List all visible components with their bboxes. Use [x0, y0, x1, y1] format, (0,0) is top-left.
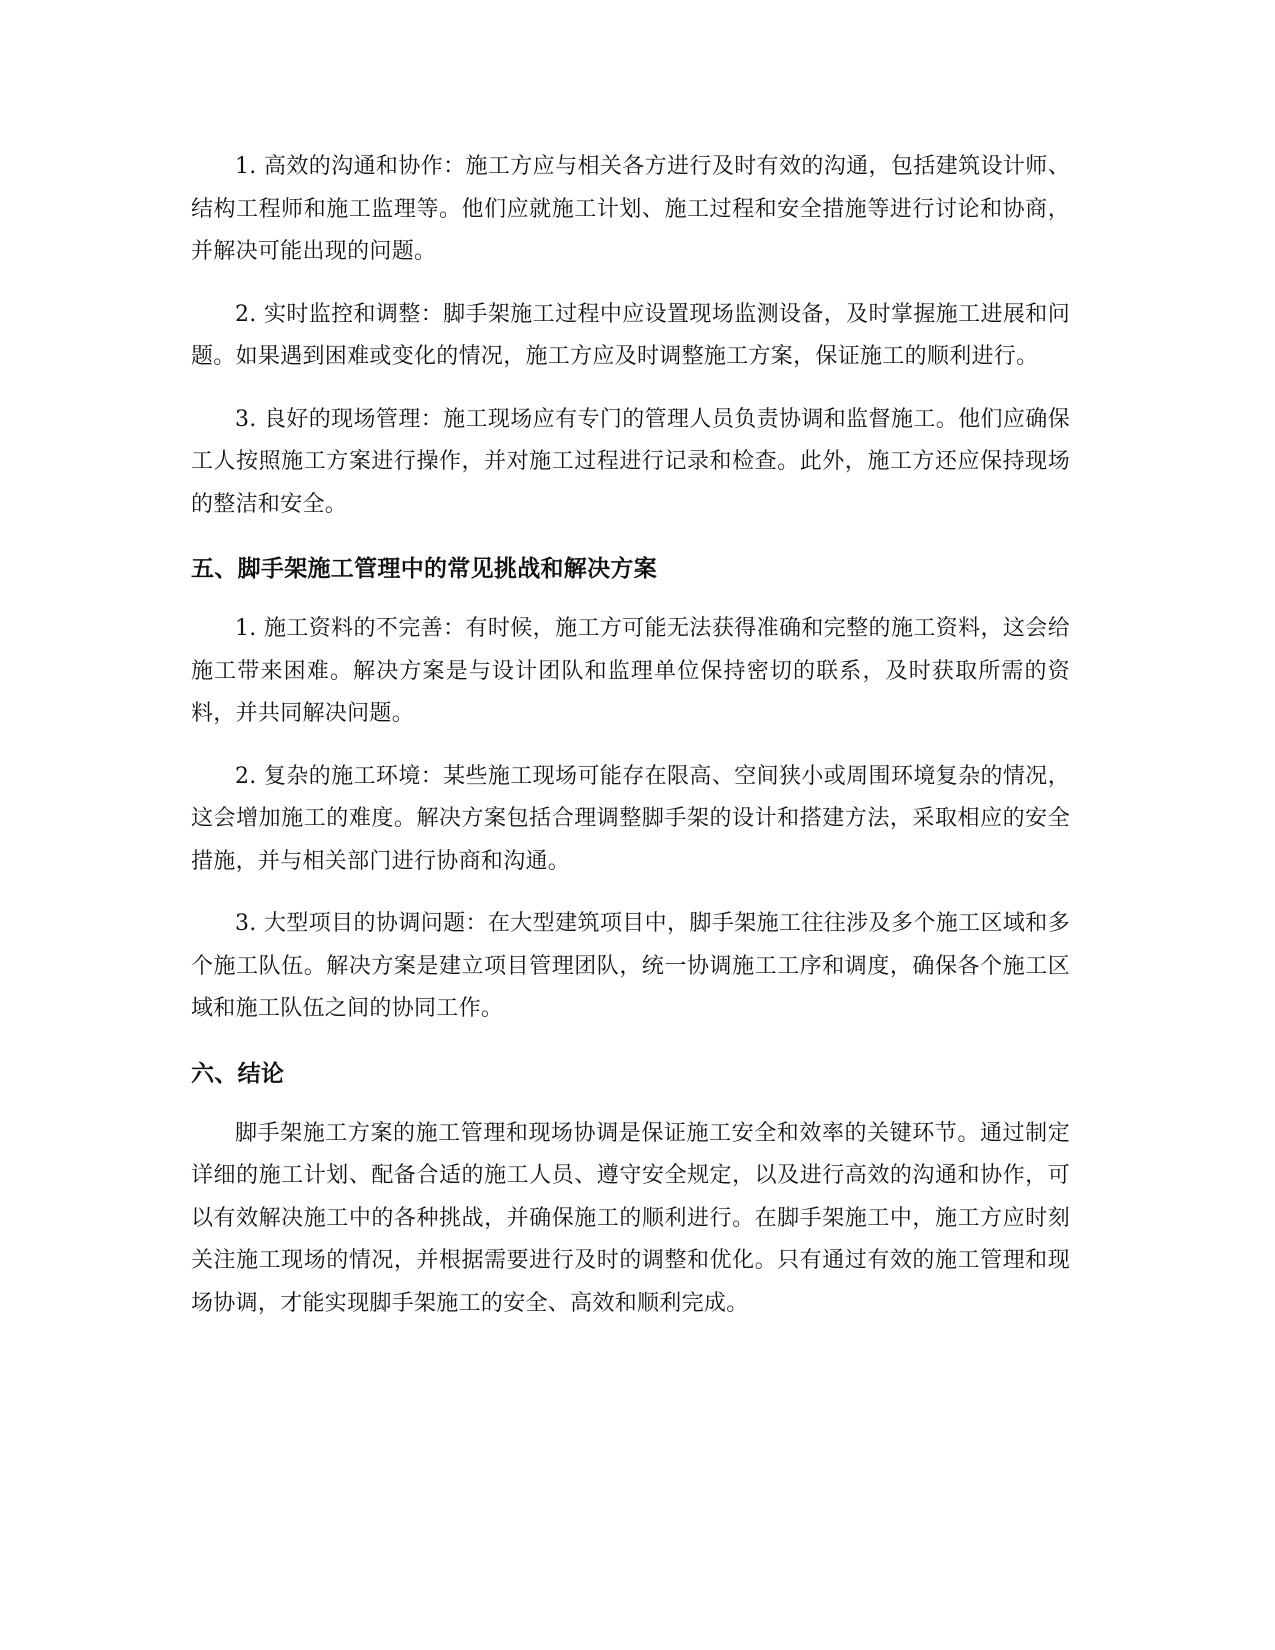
section5-item-3: 3. 大型项目的协调问题：在大型建筑项目中，脚手架施工往往涉及多个施工区域和多个施工队伍。解决方案是建立项目管理团队，统一协调施工工序和调度，确保各个施工区域和施工队伍之间的协同工作。 [191, 911, 1070, 1021]
conclusion-paragraph: 脚手架施工方案的施工管理和现场协调是保证施工安全和效率的关键环节。通过制定详细的施工计划、配备合适的施工人员、遵守安全规定，以及进行高效的沟通和协作，可以有效解决施工中的各种挑战，并确保施工的顺利进行。在脚手架施工中，施工方应时刻关注施工现场的情况，并根据需要进行及时的调整和优化。只有通过有效的施工管理和现场协调，才能实现脚手架施工的安全、高效和顺利完成。 [191, 1120, 1070, 1316]
section5-item-2: 2. 复杂的施工环境：某些施工现场可能存在限高、空间狭小或周围环境复杂的情况，这会增加施工的难度。解决方案包括合理调整脚手架的设计和搭建方法，采取相应的安全措施，并与相关部门进行协商和沟通。 [191, 763, 1070, 874]
section4-item-3: 3. 良好的现场管理：施工现场应有专门的管理人员负责协调和监督施工。他们应确保工人按照施工方案进行操作，并对施工过程进行记录和检查。此外，施工方还应保持现场的整洁和安全。 [191, 406, 1070, 517]
section5-heading: 五、脚手架施工管理中的常见挑战和解决方案 [191, 556, 657, 582]
section4-item-1: 1. 高效的沟通和协作：施工方应与相关各方进行及时有效的沟通，包括建筑设计师、结构工程师和施工监理等。他们应就施工计划、施工过程和安全措施等进行讨论和协商，并解决可能出现的问题。 [191, 154, 1070, 264]
section4-item-2: 2. 实时监控和调整：脚手架施工过程中应设置现场监测设备，及时掌握施工进展和问题。如果遇到困难或变化的情况，施工方应及时调整施工方案，保证施工的顺利进行。 [191, 301, 1070, 369]
section6-heading: 六、结论 [191, 1060, 285, 1087]
section5-item-1: 1. 施工资料的不完善：有时候，施工方可能无法获得准确和完整的施工资料，这会给施工带来困难。解决方案是与设计团队和监理单位保持密切的联系，及时获取所需的资料，并共同解决问题。 [191, 616, 1070, 726]
